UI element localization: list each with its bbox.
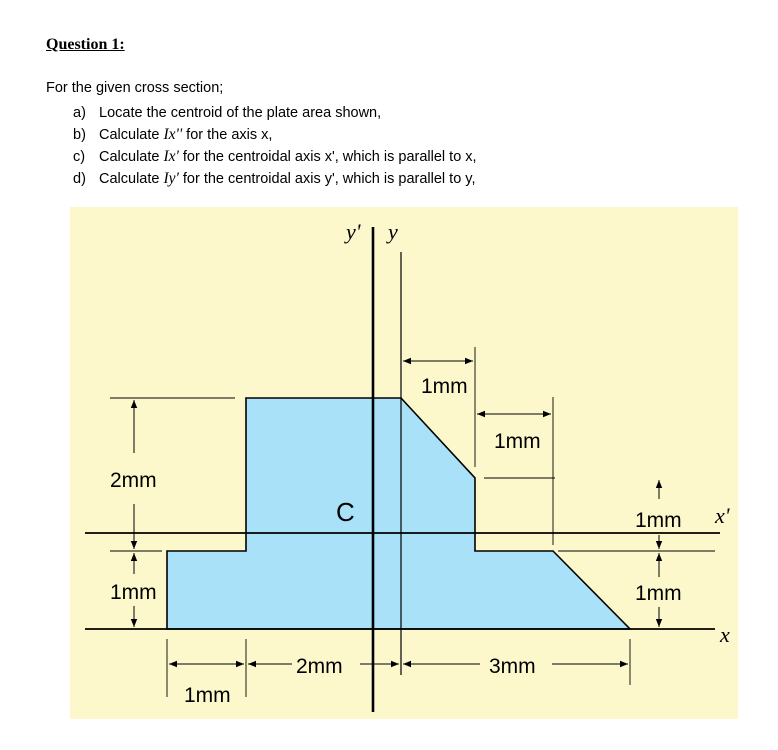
y-prime-axis-label: y' bbox=[346, 219, 361, 244]
dim-top-left-1mm: 1mm bbox=[421, 375, 468, 398]
figure-svg bbox=[70, 207, 738, 719]
dim-right-lower-1mm: 1mm bbox=[635, 582, 682, 605]
task-item-c bbox=[73, 146, 477, 168]
task-label: c) bbox=[73, 149, 86, 165]
dim-top-right-1mm: 1mm bbox=[494, 430, 541, 453]
task-text-pre: Calculate bbox=[99, 127, 164, 143]
task-text-post: for the centroidal axis y', which is parallel to y, bbox=[178, 171, 476, 187]
x-prime-axis-label: x' bbox=[715, 503, 730, 528]
cross-section-figure bbox=[70, 207, 738, 719]
moment-symbol: Iy' bbox=[163, 170, 179, 187]
dim-bottom-left-1mm: 1mm bbox=[184, 684, 231, 707]
task-item-a bbox=[73, 102, 477, 124]
task-label: b) bbox=[73, 127, 86, 143]
question-title: Question 1: bbox=[46, 36, 125, 53]
task-text-post: for the centroidal axis x', which is parallel to x, bbox=[178, 149, 477, 165]
task-item-b bbox=[73, 124, 477, 146]
task-text-post: for the axis x, bbox=[182, 127, 273, 143]
task-text-pre: Calculate bbox=[99, 149, 164, 165]
task-text-pre: Calculate bbox=[99, 171, 164, 187]
task-label: a) bbox=[73, 105, 86, 121]
task-label: d) bbox=[73, 171, 86, 187]
dim-left-2mm: 2mm bbox=[110, 469, 157, 492]
moment-symbol: Ix' bbox=[163, 148, 179, 165]
question-intro: For the given cross section; bbox=[46, 80, 224, 96]
task-text: Locate the centroid of the plate area shown, bbox=[99, 105, 382, 121]
dim-bottom-2mm: 2mm bbox=[296, 655, 343, 678]
moment-symbol: Ix'' bbox=[163, 126, 183, 143]
task-item-d bbox=[73, 168, 477, 190]
centroid-label: C bbox=[336, 497, 355, 527]
task-list bbox=[73, 102, 477, 190]
x-axis-label: x bbox=[720, 622, 730, 647]
dim-bottom-3mm: 3mm bbox=[489, 655, 536, 678]
y-axis-label: y bbox=[388, 219, 398, 244]
dim-right-upper-1mm: 1mm bbox=[635, 509, 682, 532]
dim-left-1mm: 1mm bbox=[110, 581, 157, 604]
